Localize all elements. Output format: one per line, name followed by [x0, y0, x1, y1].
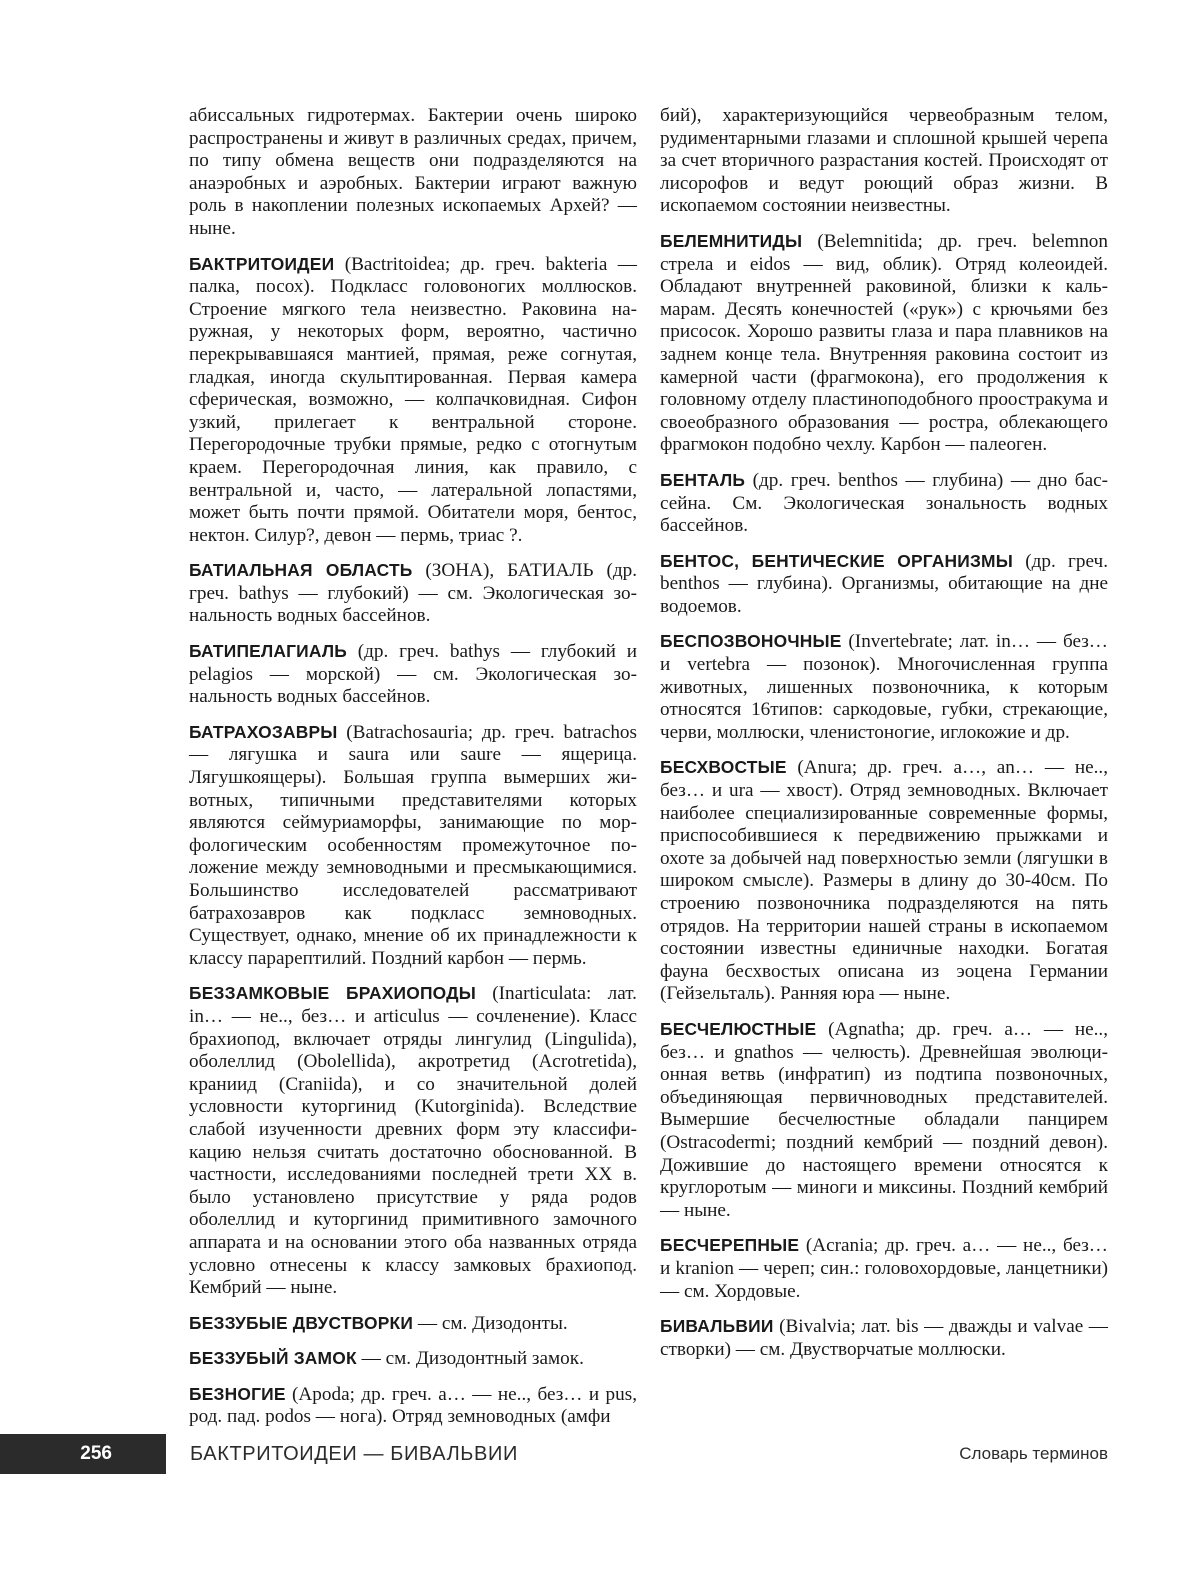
- entry-text: (Belemnitida; др. греч. belemnon стрела и eidos — вид, облик). Отряд колеоидей. Обладают внутренней раковиной, близки к кальмарам. Десять конечностей («рук») с крючьями без присосок. Хорошо развиты глаза и пара плавников на заднем конце тела. Внутренняя раковина состоит из камерной части (фрагмокона), его продолжения к головному отделу пластиноподобного проостракума и своеобразного образования — ростра, облекающего фрагмокон подобно чехлу. Карбон — палеоген.: [660, 230, 1108, 456]
- entry-text: (Agnatha; др. греч. a… — не.., без… и gnathos — челюсть). Древнейшая эволюционная ветвь (инфратип) из подтипа позвоночных, объединяющая первичноводных представителей. Вымершие бесчелюстные обладали панцирем (Ostracodermi; поздний кембрий — поздний девон). Дожившие до настоящего времени относятся к круглоротым — миноги и миксины. Поздний кембрий — ныне.: [660, 1018, 1108, 1221]
- dictionary-entry: [660, 469, 1108, 538]
- entry-text: — см. Дизодонтный замок.: [356, 1348, 584, 1370]
- entry-text: (др. греч. bathys — глубокий и pelagios — морской) — см. Экологическая зональность водных бассейнов.: [189, 641, 637, 708]
- dictionary-entry: [660, 630, 1108, 744]
- entry-term: БЕСЧЕЛЮСТНЫЕ: [660, 1018, 817, 1039]
- entry-term: БЕЗЗАМКОВЫЕ БРАХИОПОДЫ: [189, 983, 476, 1004]
- dictionary-entry: [189, 1312, 637, 1336]
- entry-text: (Apoda; др. греч. a… — не.., без… и pus, род. пад. podos — нога). Отряд земноводных (амфи: [189, 1383, 637, 1428]
- entry-term: БЕЗЗУБЫЙ ЗАМОК: [189, 1348, 357, 1369]
- entry-text: абиссальных гидротермах. Бактерии очень широко распространены и живут в различных средах, причем, по типу обмена веществ они подразделяются на анаэробных и аэробных. Бактерии играют важную роль в накоплении полезных ископаемых Архей? — ныне.: [189, 105, 637, 239]
- dictionary-entry: [189, 640, 637, 709]
- entry-term: БАТРАХОЗАВРЫ: [189, 721, 338, 742]
- entry-term: БЕНТАЛЬ: [660, 469, 746, 490]
- right-column: [660, 104, 1108, 1373]
- dictionary-entry: [660, 104, 1108, 218]
- dictionary-entry: [660, 1234, 1108, 1303]
- entry-text: — см. Дизодонты.: [413, 1312, 568, 1334]
- entry-text: (Bivalvia; лат. bis — дважды и valvae — створки) — см. Двустворчатые моллюски.: [660, 1316, 1108, 1360]
- entry-text: (ЗОНА), БАТИАЛЬ (др. греч. bathys — глубокий) — см. Экологическая зональность водных бассейнов.: [189, 560, 637, 627]
- dictionary-entry: [189, 1347, 637, 1371]
- entry-text: (Inarticulata: лат. in… — не.., без… и articulus — сочленение). Класс брахиопод, включает отряды лингулид (Lingulida), оболеллид (Obolellida), акротретид (Acrotretida), краниид (Craniida), и со значительной долей условности куторгинид (Kutorginida). Вследствие слабой изученности древних форм эту классификацию нельзя считать достаточно обоснованной. В частности, исследованиями последней трети XX в. было установлено присутствие у ряда родов оболеллид и куторгинид примитивного замочного аппарата и на основании этого оба названных отряда условно отнесены к классу замковых брахиопод. Кембрий — ныне.: [189, 983, 637, 1299]
- dictionary-entry: [660, 550, 1108, 619]
- entry-term: БЕЗЗУБЫЕ ДВУСТВОРКИ: [189, 1312, 414, 1333]
- entry-text: (Anura; др. греч. a…, an… — не.., без… и ura — хвост). Отряд земноводных. Включает наиболее специализированные современные формы, приспособившиеся к передвижению прыжками и охоте за добычей над поверхностью земли (лягушки в широком смысле). Размеры в длину до 30-40см. По строению позвоночника подразделяются на пять отрядов. На территории нашей страны в ископаемом состоянии известны единичные находки. Богатая фауна бесхвостых описана из эоцена Германии (Гейзельталь). Ранняя юра — ныне.: [660, 757, 1108, 1005]
- entry-term: БАКТРИТОИДЕИ: [189, 253, 335, 274]
- dictionary-entry: [189, 559, 637, 628]
- entry-term: БАТИПЕЛАГИАЛЬ: [189, 641, 347, 662]
- entry-text: (Batrachosauria; др. греч. batrachos — лягушка и saura или saure — ящерица. Лягушкоящеры). Большая группа вымерших животных, типичными представителями которых являются сеймуриаморфы, занимающие по морфологическим особенностям промежуточное положение между земноводными и пресмыкающимися. Большинство исследователей рассматривают батрахозавров как подкласс земноводных. Существует, однако, мнение об их принадлежности к классу парарептилий. Поздний карбон — пермь.: [189, 721, 637, 969]
- entry-text: (др. греч. benthos — глубина) — дно бассейна. См. Экологическая зональность водных бассейнов.: [660, 469, 1108, 537]
- entry-term: БЕСХВОСТЫЕ: [660, 757, 787, 778]
- entry-text: (Bactritoidea; др. греч. bakteria — палка, посох). Подкласс головоногих моллюсков. Строение мягкого тела неизвестно. Раковина наружная, у некоторых форм, вероятно, частично перекрывавшаяся мантией, прямая, реже согнутая, гладкая, иногда скульптированная. Первая камера сферическая, возможно, — колпачковидная. Сифон узкий, прилегает к вентральной стороне. Перегородочные трубки прямые, редко с отогнутым краем. Перегородочная линия, как правило, с вентральной и, часто, — латеральной лопастями, может быть почти прямой. Обитатели моря, бентос, нектон. Силур?, девон — пермь, триас ?.: [189, 253, 637, 546]
- entry-term: БЕЛЕМНИТИДЫ: [660, 230, 803, 251]
- entry-term: БЕНТОС, БЕНТИЧЕСКИЕ ОРГАНИЗМЫ: [660, 550, 1013, 571]
- dictionary-entry: [189, 104, 637, 241]
- entry-text: (Invertebrate; лат. in… — без… и vertebra — позонок). Многочисленная группа животных, лишенных позвоночника, к которым относятся 16типов: саркодовые, губки, стрекающие, черви, моллюски, членистоногие, иглокожие и др.: [660, 631, 1108, 743]
- entry-term: БЕСПОЗВОНОЧНЫЕ: [660, 631, 842, 652]
- entry-term: БАТИАЛЬНАЯ ОБЛАСТЬ: [189, 560, 413, 581]
- page-number: 256: [0, 1434, 166, 1474]
- section-name: Словарь терминов: [959, 1444, 1108, 1463]
- left-column: [189, 104, 637, 1441]
- dictionary-entry: [660, 230, 1108, 457]
- dictionary-entry: [660, 1018, 1108, 1222]
- running-title: БАКТРИТОИДЕИ — БИВАЛЬВИИ: [190, 1442, 518, 1465]
- dictionary-entry: [189, 721, 637, 971]
- entry-term: БИВАЛЬВИИ: [660, 1316, 774, 1337]
- dictionary-entry: [660, 756, 1108, 1006]
- page-footer: [0, 1434, 1200, 1474]
- entry-text: бий), характеризующийся червеобразным телом, рудиментарными глазами и сплошной крышей черепа за счет вторичного разрастания костей. Происходят от лисорофов и ведут роющий образ жизни. В ископаемом состоянии неизвестны.: [660, 105, 1108, 217]
- entry-text: (Acrania; др. греч. a… — не.., без… и kranion — череп; син.: головохордовые, ланцетники) — см. Хордовые.: [660, 1235, 1108, 1302]
- entry-term: БЕЗНОГИЕ: [189, 1383, 286, 1404]
- dictionary-entry: [189, 982, 637, 1299]
- dictionary-entry: [189, 1383, 637, 1429]
- dictionary-entry: [189, 253, 637, 548]
- entry-term: БЕСЧЕРЕПНЫЕ: [660, 1235, 800, 1256]
- dictionary-entry: [660, 1315, 1108, 1361]
- entry-text: (др. греч. benthos — глубина). Организмы, обитающие на дне водоемов.: [660, 550, 1108, 617]
